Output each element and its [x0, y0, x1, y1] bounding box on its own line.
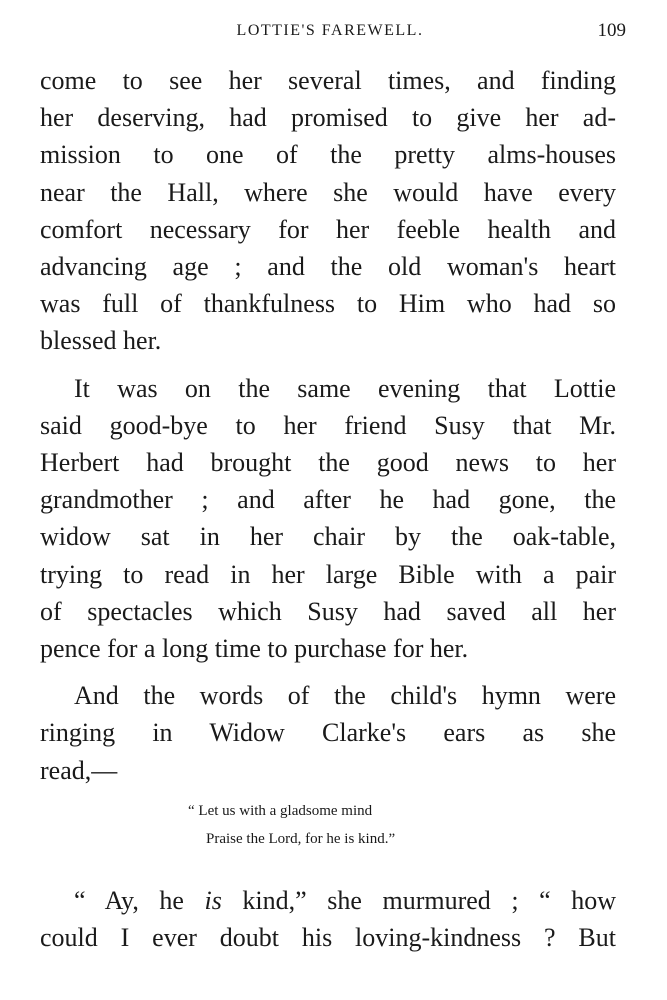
verse-line: “ Let us with a gladsome mind — [188, 803, 373, 819]
paragraph-2 — [40, 370, 616, 668]
text-line: ringing in Widow Clarke's ears as she — [40, 718, 616, 748]
text-line: read,— — [40, 755, 118, 785]
text-line: It was on the same evening that Lottie — [74, 373, 616, 403]
running-title: LOTTIE'S FAREWELL. — [236, 22, 424, 39]
hymn-verse — [40, 797, 616, 853]
paragraph-1 — [40, 62, 616, 360]
text-line: widow sat in her chair by the oak-table, — [40, 522, 616, 552]
text-line: of spectacles which Susy had saved all her — [40, 596, 616, 626]
text-line: come to see her several times, and finding — [40, 66, 616, 95]
text-line: her deserving, had promised to give her ad- — [40, 103, 616, 133]
text-line: was full of thankfulness to Him who had so — [40, 289, 616, 319]
text-line: pence for a long time to purchase for her. — [40, 634, 469, 664]
body-text — [40, 62, 616, 789]
paragraph-gap — [40, 360, 616, 370]
text-line: And the words of the child's hymn were — [74, 681, 616, 711]
paragraph-3 — [40, 677, 616, 789]
text-line — [40, 882, 616, 919]
emphasized-word: is — [204, 886, 222, 915]
text-line: comfort necessary for her feeble health and — [40, 214, 616, 244]
text-line: grandmother ; and after he had gone, the — [40, 485, 616, 515]
text-line: said good-bye to her friend Susy that Mr. — [40, 410, 616, 440]
text-line: trying to read in her large Bible with a pair — [40, 559, 616, 589]
text-line: Herbert had brought the good news to her — [40, 448, 616, 478]
text-line: mission to one of the pretty alms-houses — [40, 140, 616, 170]
text-fragment: kind,” she murmured ; “ how — [221, 886, 616, 915]
verse-line: Praise the Lord, for he is kind.” — [206, 831, 396, 847]
text-line: advancing age ; and the old woman's heart — [40, 252, 616, 282]
running-head — [40, 18, 626, 46]
text-fragment: “ Ay, he — [74, 886, 205, 915]
text-line: blessed her. — [40, 326, 162, 356]
text-line: near the Hall, where she would have every — [40, 177, 616, 207]
page-number: 109 — [597, 20, 626, 41]
paragraph-gap — [40, 667, 616, 677]
continuation-paragraph — [40, 882, 616, 956]
text-line: could I ever doubt his loving-kindness ? But — [40, 923, 616, 953]
